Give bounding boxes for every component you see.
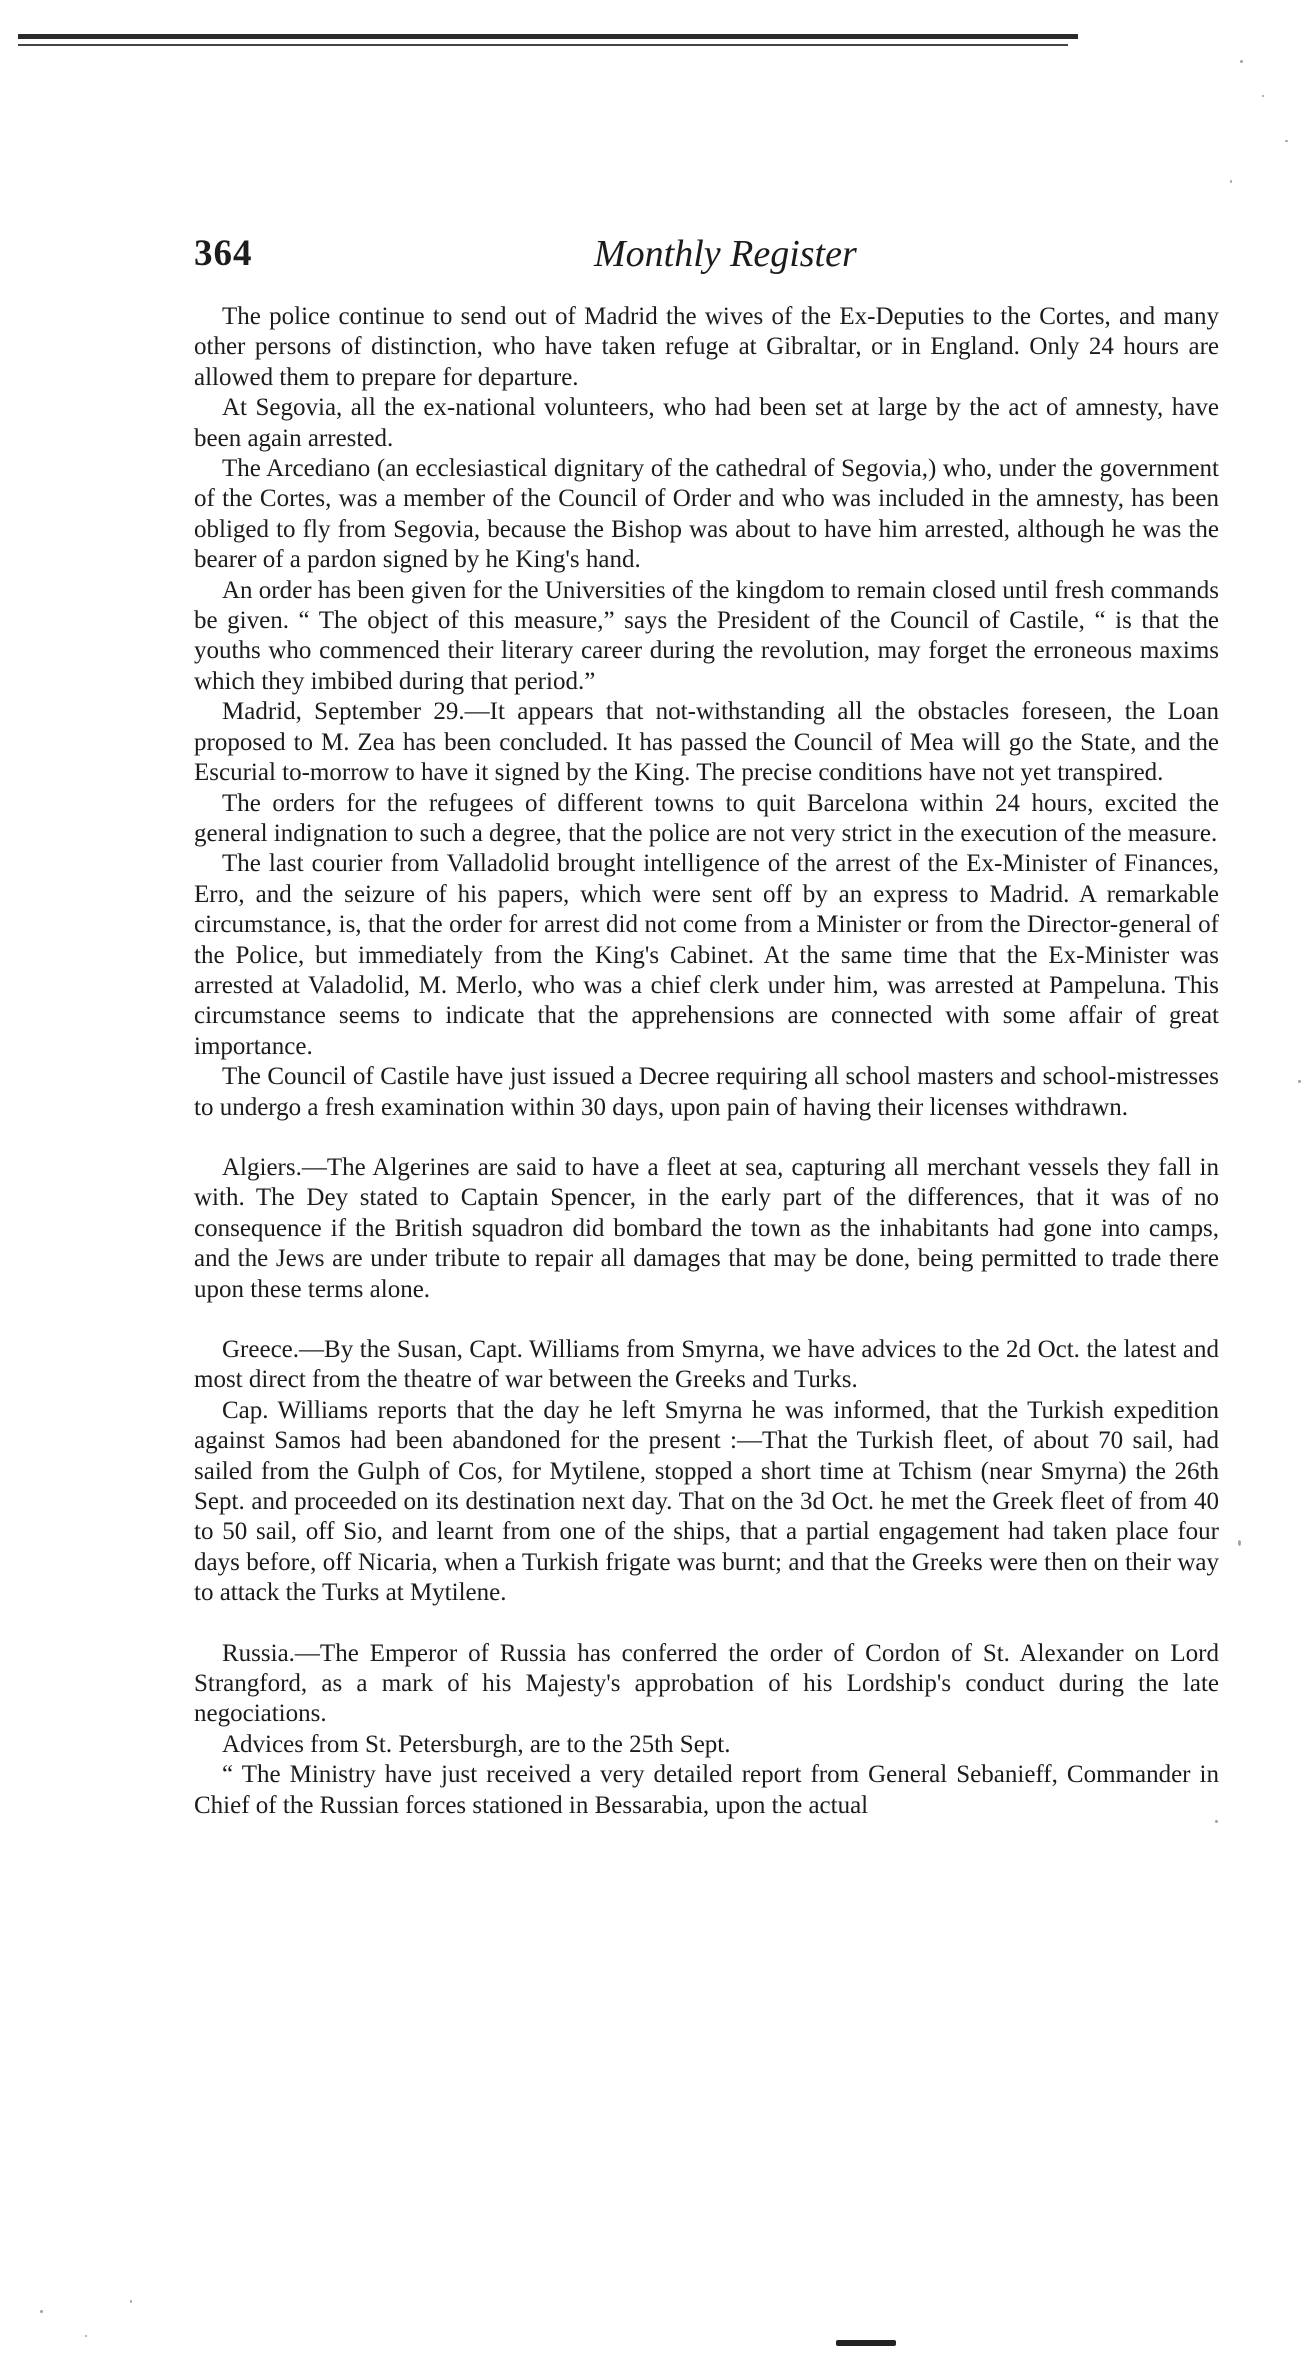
paragraph-dateline: Madrid, September 29.—It appears that not-withstanding all the obstacles foreseen, the Loan proposed to M. Zea has been concluded. It has passed the Council of Mea will go the State, and the Escurial to-morrow to have it signed by the King. The precise conditions have not yet transpired. (194, 698, 1219, 787)
footer-mark (836, 2340, 896, 2346)
paragraph: Advices from St. Petersburgh, are to the 25th Sept. (222, 1730, 731, 1758)
paragraph: At Segovia, all the ex-national volunteers, who had been set at large by the act of amnesty, have been again arrested. (194, 394, 1219, 452)
speckle (1240, 60, 1243, 63)
speckle (1285, 140, 1288, 142)
section-gap (194, 1609, 1219, 1639)
section-gap (194, 1123, 1219, 1153)
paragraph: The police continue to send out of Madrid the wives of the Ex-Deputies to the Cortes, and many other persons of distinction, who have taken refuge at Gibraltar, or in England. Only 24 hours are allowed them to prepare for departure. (194, 303, 1219, 391)
paragraph-greece: Greece.—By the Susan, Capt. Williams from Smyrna, we have advices to the 2d Oct. the latest and most direct from the theatre of war between the Greeks and Turks. (194, 1336, 1219, 1394)
paragraph: Cap. Williams reports that the day he left Smyrna he was informed, that the Turkish expedition against Samos had been abandoned for the present :—That the Turkish fleet, of about 70 sail, had sailed from the Gulph of Cos, for Mytilene, stopped a short time at Tchism (near Smyrna) the 26th Sept. and proceeded on its destination next day. That on the 3d Oct. he met the Greek fleet of from 40 to 50 sail, off Sio, and learnt from one of the ships, that a partial engagement had taken place four days before, off Nicaria, when a Turkish frigate was burnt; and that the Greeks were then on their way to attack the Turks at Mytilene. (194, 1396, 1219, 1607)
paragraph: The Council of Castile have just issued a Decree requiring all school masters and school-mistresses to undergo a fresh examination within 30 days, upon pain of having their licenses withdrawn. (194, 1063, 1219, 1121)
running-title: Monthly Register (594, 233, 857, 275)
section-gap (194, 1305, 1219, 1335)
paragraph: “ The Ministry have just received a very detailed report from General Sebanieff, Commander in Chief of the Russian forces stationed in Bessarabia, upon the actual (194, 1761, 1219, 1819)
speckle (130, 2300, 132, 2303)
paragraph: An order has been given for the Universities of the kingdom to remain closed until fresh commands be given. “ The object of this measure,” says the President of the Council of Castile, “ is that the youths who commenced their literary career during the revolution, may forget the erroneous maxims which they imbibed during that period.” (194, 576, 1219, 695)
paragraph: The orders for the refugees of different towns to quit Barcelona within 24 hours, excited the general indignation to such a degree, that the police are not very strict in the execution of the measure. (194, 789, 1219, 847)
paragraph: The last courier from Valladolid brought intelligence of the arrest of the Ex-Minister of Finances, Erro, and the seizure of his papers, which were sent off by an express to Madrid. A remarkable circumstance, is, that the order for arrest did not come from a Minister or from the Director-general of the Police, but immediately from the King's Cabinet. At the same time that the Ex-Minister was arrested at Valadolid, M. Merlo, who was a chief clerk under him, was arrested at Pampeluna. This circumstance seems to indicate that the apprehensions are connected with some affair of great importance. (194, 850, 1219, 1060)
speckle (40, 2310, 43, 2313)
top-rule (18, 34, 1078, 39)
speckle (1230, 180, 1232, 183)
speckle (1262, 95, 1264, 97)
paragraph: The Arcediano (an ecclesiastical dignitary of the cathedral of Segovia,) who, under the government of the Cortes, was a member of the Council of Order and who was included in the amnesty, has been obliged to fly from Segovia, because the Bishop was about to have him arrested, although he was the bearer of a pardon signed by he King's hand. (194, 455, 1219, 574)
paragraph-russia: Russia.—The Emperor of Russia has conferred the order of Cordon of St. Alexander on Lord Strangford, as a mark of his Majesty's approbation of his Lordship's conduct during the late negociations. (194, 1639, 1219, 1728)
speckle (85, 2335, 87, 2337)
paragraph-algiers: Algiers.—The Algerines are said to have a fleet at sea, capturing all merchant vessels they fall in with. The Dey stated to Captain Spencer, in the early part of the differences, that it was of no consequence if the British squadron did bombard the town as the inhabitants had gone into camps, and the Jews are under tribute to repair all damages that may be done, being permitted to trade there upon these terms alone. (194, 1153, 1219, 1303)
speckle (1298, 1080, 1301, 1083)
speckle (1238, 1540, 1241, 1546)
top-rule-thin (18, 44, 1068, 46)
article-body (194, 302, 1219, 1821)
page-number: 364 (194, 233, 253, 274)
page-header (194, 232, 1224, 282)
